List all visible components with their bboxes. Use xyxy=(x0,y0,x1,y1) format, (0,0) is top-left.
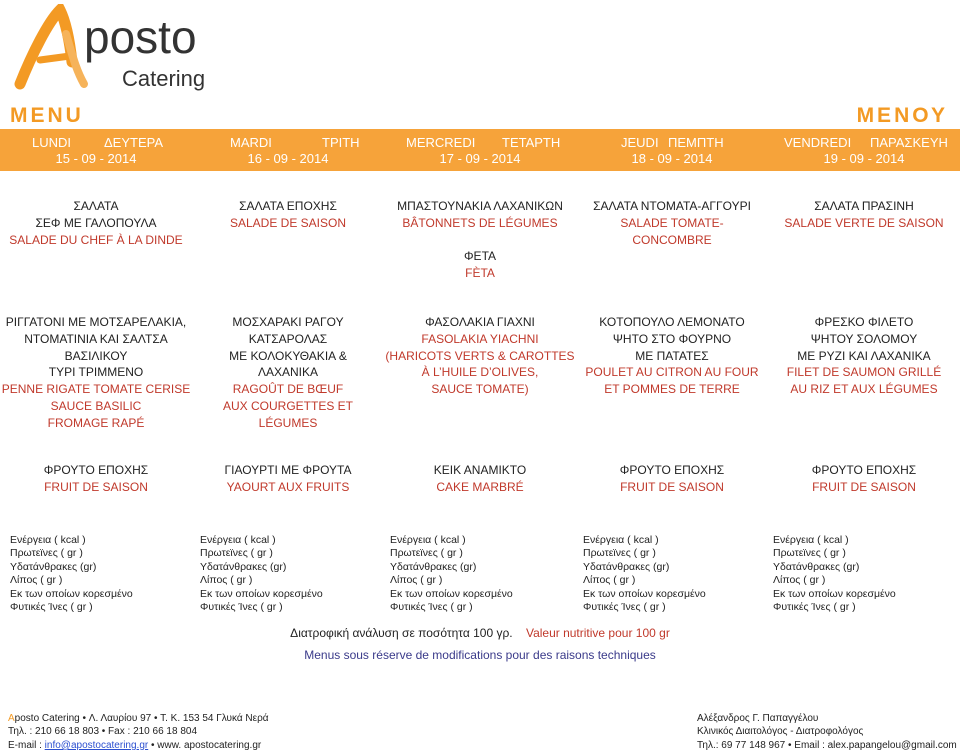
logo-a-icon xyxy=(14,4,94,96)
nutrition-label: Ενέργεια ( kcal ) xyxy=(200,534,276,546)
dish-name-gr: ΝΤΟΜΑΤΙΝΙΑ ΚΑΙ ΣΑΛΤΣΑ xyxy=(24,331,168,346)
dish-name-gr: ΦΡΕΣΚΟ ΦΙΛΕΤΟ xyxy=(814,315,914,329)
footer-company xyxy=(8,712,269,752)
nutrition-note xyxy=(0,626,960,640)
nutrition-label: Εκ των οποίων κορεσμένο xyxy=(10,587,133,600)
dietitian-contact-prefix: Τηλ.: 69 77 148 967 • Email : xyxy=(697,739,828,751)
nutrition-label: Πρωτεϊνες ( gr ) xyxy=(10,547,83,560)
menu-disclaimer: Menus sous réserve de modifications pour des raisons techniques xyxy=(304,648,656,662)
dish-name-gr: ΦΡΟΥΤΟ ΕΠΟΧΗΣ xyxy=(619,463,725,477)
dish-name-fr: CONCOMBRE xyxy=(632,232,712,247)
dish-name-fr: PENNE RIGATE TOMATE CERISE xyxy=(1,382,191,397)
logo xyxy=(14,4,204,96)
dessert-wednesday xyxy=(384,462,576,496)
nutrition-label: Πρωτεϊνες ( gr ) xyxy=(583,547,656,560)
nutrition-label: Λίπος ( gr ) xyxy=(390,574,443,587)
nutrition-block-tuesday xyxy=(200,534,323,614)
nutrition-label: Εκ των οποίων κορεσμένο xyxy=(583,587,706,600)
day-date: 18 - 09 - 2014 xyxy=(631,151,713,166)
dish-name-fr: LÉGUMES xyxy=(258,415,318,430)
menu-title-fr: MENU xyxy=(10,104,84,127)
nutrition-label: Λίπος ( gr ) xyxy=(773,574,826,587)
day-name-gr: ΤΕΤΑΡΤΗ xyxy=(502,135,561,150)
day-date: 19 - 09 - 2014 xyxy=(823,151,905,166)
dish-name-fr: SALADE DU CHEF À LA DINDE xyxy=(9,232,183,247)
dish-name-gr: ΛΑΧΑΝΙΚΑ xyxy=(257,365,319,380)
nutrition-label: Λίπος ( gr ) xyxy=(583,574,636,587)
main-thursday xyxy=(576,314,768,398)
nutrition-label: Υδατάνθρακες (gr) xyxy=(200,560,287,573)
footer-web: • www. apostocatering.gr xyxy=(148,739,262,751)
dish-name-gr: ΣΑΛΑΤΑ ΝΤΟΜΑΤΑ-ΑΓΓΟΥΡΙ xyxy=(593,199,751,213)
dish-name-fr: SAUCE TOMATE) xyxy=(431,382,529,397)
day-name-fr: VENDREDI xyxy=(784,135,852,150)
dish-name-fr: FILET DE SAUMON GRILLÉ xyxy=(786,365,942,380)
nutrition-label: Ενέργεια ( kcal ) xyxy=(773,534,849,546)
dish-name-fr: FROMAGE RAPÉ xyxy=(47,415,145,430)
dish-name-gr: ΣΑΛΑΤΑ xyxy=(73,199,119,213)
dish-name-gr: ΚΑΤΣΑΡΟΛΑΣ xyxy=(248,331,328,346)
dish-name-fr: FRUIT DE SAISON xyxy=(812,479,916,494)
nutrition-label: Εκ των οποίων κορεσμένο xyxy=(390,587,513,600)
footer-email-line xyxy=(8,739,269,752)
dish-name-fr: POULET AU CITRON AU FOUR xyxy=(585,365,759,380)
day-header-tuesday xyxy=(192,129,384,171)
dish-name-gr: ΦΡΟΥΤΟ ΕΠΟΧΗΣ xyxy=(811,463,917,477)
main-monday xyxy=(0,314,192,432)
dish-name-gr: ΦΕΤΑ xyxy=(463,249,497,264)
day-name-fr: MERCREDI xyxy=(406,135,476,150)
main-friday xyxy=(768,314,960,398)
starter-wednesday xyxy=(384,198,576,282)
dish-name-gr: ΣΕΦ ΜΕ ΓΑΛΟΠΟΥΛΑ xyxy=(35,215,157,230)
dish-name-fr: ET POMMES DE TERRE xyxy=(604,382,740,397)
dessert-tuesday xyxy=(192,462,384,496)
main-wednesday xyxy=(384,314,576,398)
footer-email-link[interactable]: info@apostocatering.gr xyxy=(44,739,149,751)
starter-thursday xyxy=(576,198,768,248)
nutrition-label: Υδατάνθρακες (gr) xyxy=(583,560,670,573)
dish-name-fr: AUX COURGETTES ET xyxy=(222,398,353,413)
nutrition-label: Πρωτεϊνες ( gr ) xyxy=(390,547,463,560)
nutrition-label: Ενέργεια ( kcal ) xyxy=(583,534,659,546)
logo-wordmark: posto xyxy=(84,11,197,63)
dish-name-fr: AU RIZ ET AUX LÉGUMES xyxy=(790,382,938,397)
nutrition-note-fr: Valeur nutritive pour 100 gr xyxy=(525,626,670,640)
nutrition-label: Ενέργεια ( kcal ) xyxy=(390,534,466,546)
starter-monday xyxy=(0,198,192,248)
dish-name-fr: À L’HUILE D’OLIVES, xyxy=(421,365,539,380)
nutrition-label: Υδατάνθρακες (gr) xyxy=(10,560,97,573)
dish-name-fr: CAKE MARBRÉ xyxy=(436,479,524,494)
nutrition-label: Εκ των οποίων κορεσμένο xyxy=(200,587,323,600)
dish-name-gr: ΤΥΡΙ ΤΡΙΜΜΕΝΟ xyxy=(48,365,144,380)
nutrition-label: Φυτικές Ίνες ( gr ) xyxy=(583,601,666,614)
starter-friday xyxy=(768,198,960,232)
dish-name-gr: ΜΕ ΚΟΛΟΚΥΘΑΚΙΑ & xyxy=(229,348,347,363)
nutrition-label: Λίπος ( gr ) xyxy=(10,574,63,587)
dish-name-fr: SALADE DE SAISON xyxy=(229,215,347,230)
day-name-fr: MARDI xyxy=(230,135,272,150)
day-date: 17 - 09 - 2014 xyxy=(439,151,521,166)
nutrition-label: Πρωτεϊνες ( gr ) xyxy=(773,547,846,560)
nutrition-block-wednesday xyxy=(390,534,513,614)
footer-email-label: E-mail : xyxy=(8,739,45,751)
dietitian-name: Αλέξανδρος Γ. Παπαγγέλου xyxy=(697,713,819,724)
dish-name-gr: ΣΑΛΑΤΑ ΠΡΑΣΙΝΗ xyxy=(814,199,914,213)
footer-address-text: posto Catering • Λ. Λαυρίου 97 • Τ. Κ. 153 54 Γλυκά Νερά xyxy=(14,713,269,724)
nutrition-note-gr: Διατροφική ανάλυση σε ποσότητα 100 γρ. xyxy=(290,626,513,640)
day-name-gr: ΔΕΥΤΕΡΑ xyxy=(104,135,164,150)
main-tuesday xyxy=(192,314,384,432)
dish-name-fr: YAOURT AUX FRUITS xyxy=(226,479,350,494)
dish-name-gr: ΦΑΣΟΛΑΚΙΑ ΓΙΑΧΝΙ xyxy=(425,315,535,329)
dish-name-gr: ΜΟΣΧΑΡΑΚΙ ΡΑΓΟΥ xyxy=(232,315,344,329)
logo-subtitle: Catering xyxy=(122,66,206,91)
dish-name-gr: ΜΠΑΣΤΟΥΝΑΚΙΑ ΛΑΧΑΝΙΚΩΝ xyxy=(397,199,563,213)
nutrition-label: Φυτικές Ίνες ( gr ) xyxy=(10,601,93,614)
dish-name-gr: ΜΕ ΡΥΖΙ ΚΑΙ ΛΑΧΑΝΙΚΑ xyxy=(797,348,931,363)
dish-name-gr: ΨΗΤΟ ΣΤΟ ΦΟΥΡΝΟ xyxy=(612,331,732,346)
nutrition-label: Φυτικές Ίνες ( gr ) xyxy=(200,601,283,614)
nutrition-label: Φυτικές Ίνες ( gr ) xyxy=(390,601,473,614)
dietitian-contact xyxy=(697,739,957,752)
dish-name-fr: BÂTONNETS DE LÉGUMES xyxy=(402,215,558,230)
dessert-monday xyxy=(0,462,192,496)
footer-address xyxy=(8,712,269,725)
menu-title-gr: ΜΕΝΟΥ xyxy=(856,104,948,127)
day-date: 15 - 09 - 2014 xyxy=(55,151,137,166)
nutrition-label: Υδατάνθρακες (gr) xyxy=(390,560,477,573)
day-date: 16 - 09 - 2014 xyxy=(247,151,329,166)
dessert-friday xyxy=(768,462,960,496)
day-name-fr: LUNDI xyxy=(32,135,72,150)
nutrition-label: Φυτικές Ίνες ( gr ) xyxy=(773,601,856,614)
nutrition-label: Ενέργεια ( kcal ) xyxy=(10,534,86,546)
footer-logo-letter: A xyxy=(8,713,15,724)
dish-name-fr: FRUIT DE SAISON xyxy=(44,479,148,494)
day-header-thursday xyxy=(576,129,768,171)
dish-name-gr: ΦΡΟΥΤΟ ΕΠΟΧΗΣ xyxy=(43,463,149,477)
dish-name-gr: ΓΙΑΟΥΡΤΙ ΜΕ ΦΡΟΥΤΑ xyxy=(224,463,352,477)
dish-name-gr: ΒΑΣΙΛΙΚΟΥ xyxy=(64,348,128,363)
dish-name-fr: FÈTA xyxy=(465,266,495,281)
day-header-monday xyxy=(0,129,192,171)
dietitian-email: alex.papangelou@gmail.com xyxy=(827,739,957,751)
footer-phone: Τηλ. : 210 66 18 803 • Fax : 210 66 18 804 xyxy=(8,726,198,738)
dish-name-fr: FASOLAKIA YIACHNI xyxy=(421,331,539,346)
nutrition-block-monday xyxy=(10,534,133,614)
dish-name-fr: SALADE VERTE DE SAISON xyxy=(784,215,944,230)
nutrition-label: Υδατάνθρακες (gr) xyxy=(773,560,860,573)
day-name-gr: ΠΕΜΠΤΗ xyxy=(668,135,724,150)
dish-name-fr: (HARICOTS VERTS & CAROTTES xyxy=(385,348,575,363)
day-name-fr: JEUDI xyxy=(621,135,659,150)
nutrition-label: Πρωτεϊνες ( gr ) xyxy=(200,547,273,560)
nutrition-label: Εκ των οποίων κορεσμένο xyxy=(773,587,896,600)
day-header-wednesday xyxy=(384,129,576,171)
dish-name-fr: SAUCE BASILIC xyxy=(50,398,142,413)
dish-name-fr: RAGOÛT DE BŒUF xyxy=(232,382,344,397)
dish-name-gr: ΜΕ ΠΑΤΑΤΕΣ xyxy=(635,348,709,363)
day-name-gr: ΤΡΙΤΗ xyxy=(322,135,360,150)
dish-name-gr: ΨΗΤΟΥ ΣΟΛΟΜΟΥ xyxy=(810,331,918,346)
dish-name-fr: FRUIT DE SAISON xyxy=(620,479,724,494)
dish-name-gr: ΣΑΛΑΤΑ ΕΠΟΧΗΣ xyxy=(239,199,337,213)
nutrition-label: Λίπος ( gr ) xyxy=(200,574,253,587)
dietitian-role: Κλινικός Διαιτολόγος - Διατροφολόγος xyxy=(697,726,864,738)
dish-name-gr: ΚΟΤΟΠΟΥΛΟ ΛΕΜΟΝΑΤΟ xyxy=(599,315,745,329)
dessert-thursday xyxy=(576,462,768,496)
footer-dietitian xyxy=(697,712,957,752)
dish-name-gr: ΚΕΙΚ ΑΝΑΜΙΚΤΟ xyxy=(433,463,527,477)
starter-tuesday xyxy=(192,198,384,232)
dish-name-fr: SALADE TOMATE- xyxy=(620,215,724,230)
nutrition-block-thursday xyxy=(583,534,706,614)
dish-name-gr: ΡΙΓΓΑΤΟΝΙ ΜΕ ΜΟΤΣΑΡΕΛΑΚΙΑ, xyxy=(5,315,187,329)
day-name-gr: ΠΑΡΑΣΚΕΥΗ xyxy=(870,135,948,150)
day-header-friday xyxy=(768,129,960,171)
nutrition-block-friday xyxy=(773,534,896,614)
